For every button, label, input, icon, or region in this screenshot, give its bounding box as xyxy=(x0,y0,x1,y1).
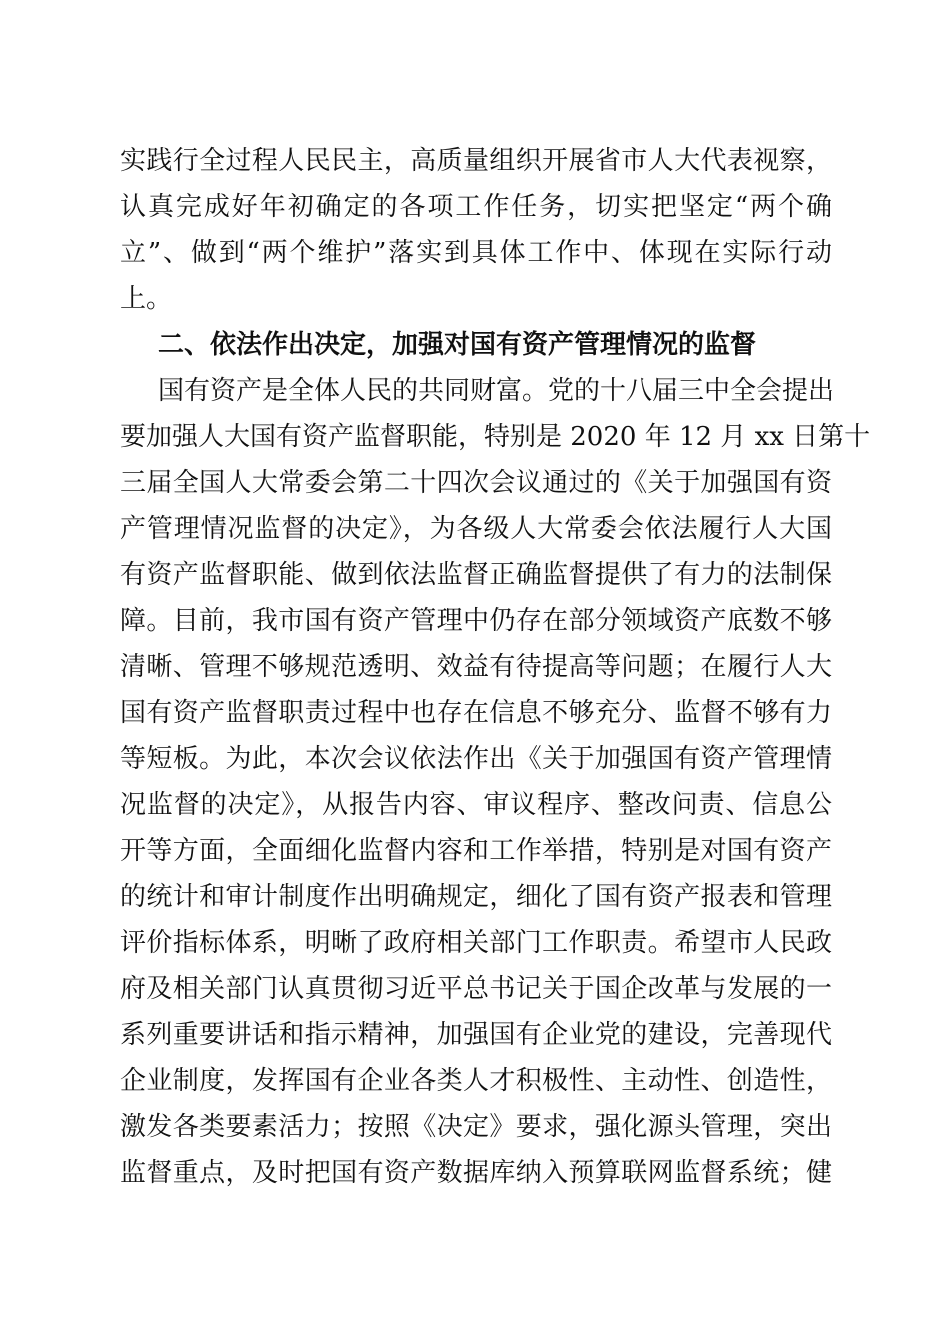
paragraph-line: 国有资产是全体人民的共同财富。党的十八届三中全会提出 xyxy=(158,376,835,406)
paragraph-line: 实践行全过程人民民主，高质量组织开展省市人大代表视察， xyxy=(120,146,832,176)
paragraph-line: 上。 xyxy=(120,284,173,314)
paragraph-line: 激发各类要素活力；按照《决定》要求，强化源头管理，突出 xyxy=(120,1112,832,1142)
paragraph-line: 的统计和审计制度作出明确规定，细化了国有资产报表和管理 xyxy=(120,882,832,912)
paragraph-line: 开等方面，全面细化监督内容和工作举措，特别是对国有资产 xyxy=(120,836,832,866)
paragraph-line: 有资产监督职能、做到依法监督正确监督提供了有力的法制保 xyxy=(120,560,832,590)
paragraph-line: 企业制度，发挥国有企业各类人才积极性、主动性、创造性， xyxy=(120,1066,832,1096)
paragraph-line: 障。目前，我市国有资产管理中仍存在部分领域资产底数不够 xyxy=(120,606,832,636)
paragraph-line: 系列重要讲话和指示精神，加强国有企业党的建设，完善现代 xyxy=(120,1020,832,1050)
paragraph-line: 产管理情况监督的决定》，为各级人大常委会依法履行人大国 xyxy=(120,514,832,544)
document-body xyxy=(120,138,871,1196)
paragraph-line: 况监督的决定》，从报告内容、审议程序、整改问责、信息公 xyxy=(120,790,832,820)
section-heading: 二、依法作出决定，加强对国有资产管理情况的监督 xyxy=(158,330,757,360)
paragraph-line: 监督重点，及时把国有资产数据库纳入预算联网监督系统；健 xyxy=(120,1158,832,1188)
paragraph-line: 清晰、管理不够规范透明、效益有待提高等问题；在履行人大 xyxy=(120,652,832,682)
paragraph-line: 认真完成好年初确定的各项工作任务，切实把坚定“两个确 xyxy=(120,192,832,222)
paragraph-line: 三届全国人大常委会第二十四次会议通过的《关于加强国有资 xyxy=(120,468,832,498)
paragraph-line: 府及相关部门认真贯彻习近平总书记关于国企改革与发展的一 xyxy=(120,974,832,1004)
paragraph-line: 国有资产监督职责过程中也存在信息不够充分、监督不够有力 xyxy=(120,698,832,728)
paragraph-line: 要加强人大国有资产监督职能，特别是 2020 年 12 月 xx 日第十 xyxy=(120,422,871,452)
paragraph-line: 评价指标体系，明晰了政府相关部门工作职责。希望市人民政 xyxy=(120,928,832,958)
paragraph-line: 等短板。为此，本次会议依法作出《关于加强国有资产管理情 xyxy=(120,744,832,774)
paragraph-line: 立”、做到“两个维护”落实到具体工作中、体现在实际行动 xyxy=(120,238,832,268)
